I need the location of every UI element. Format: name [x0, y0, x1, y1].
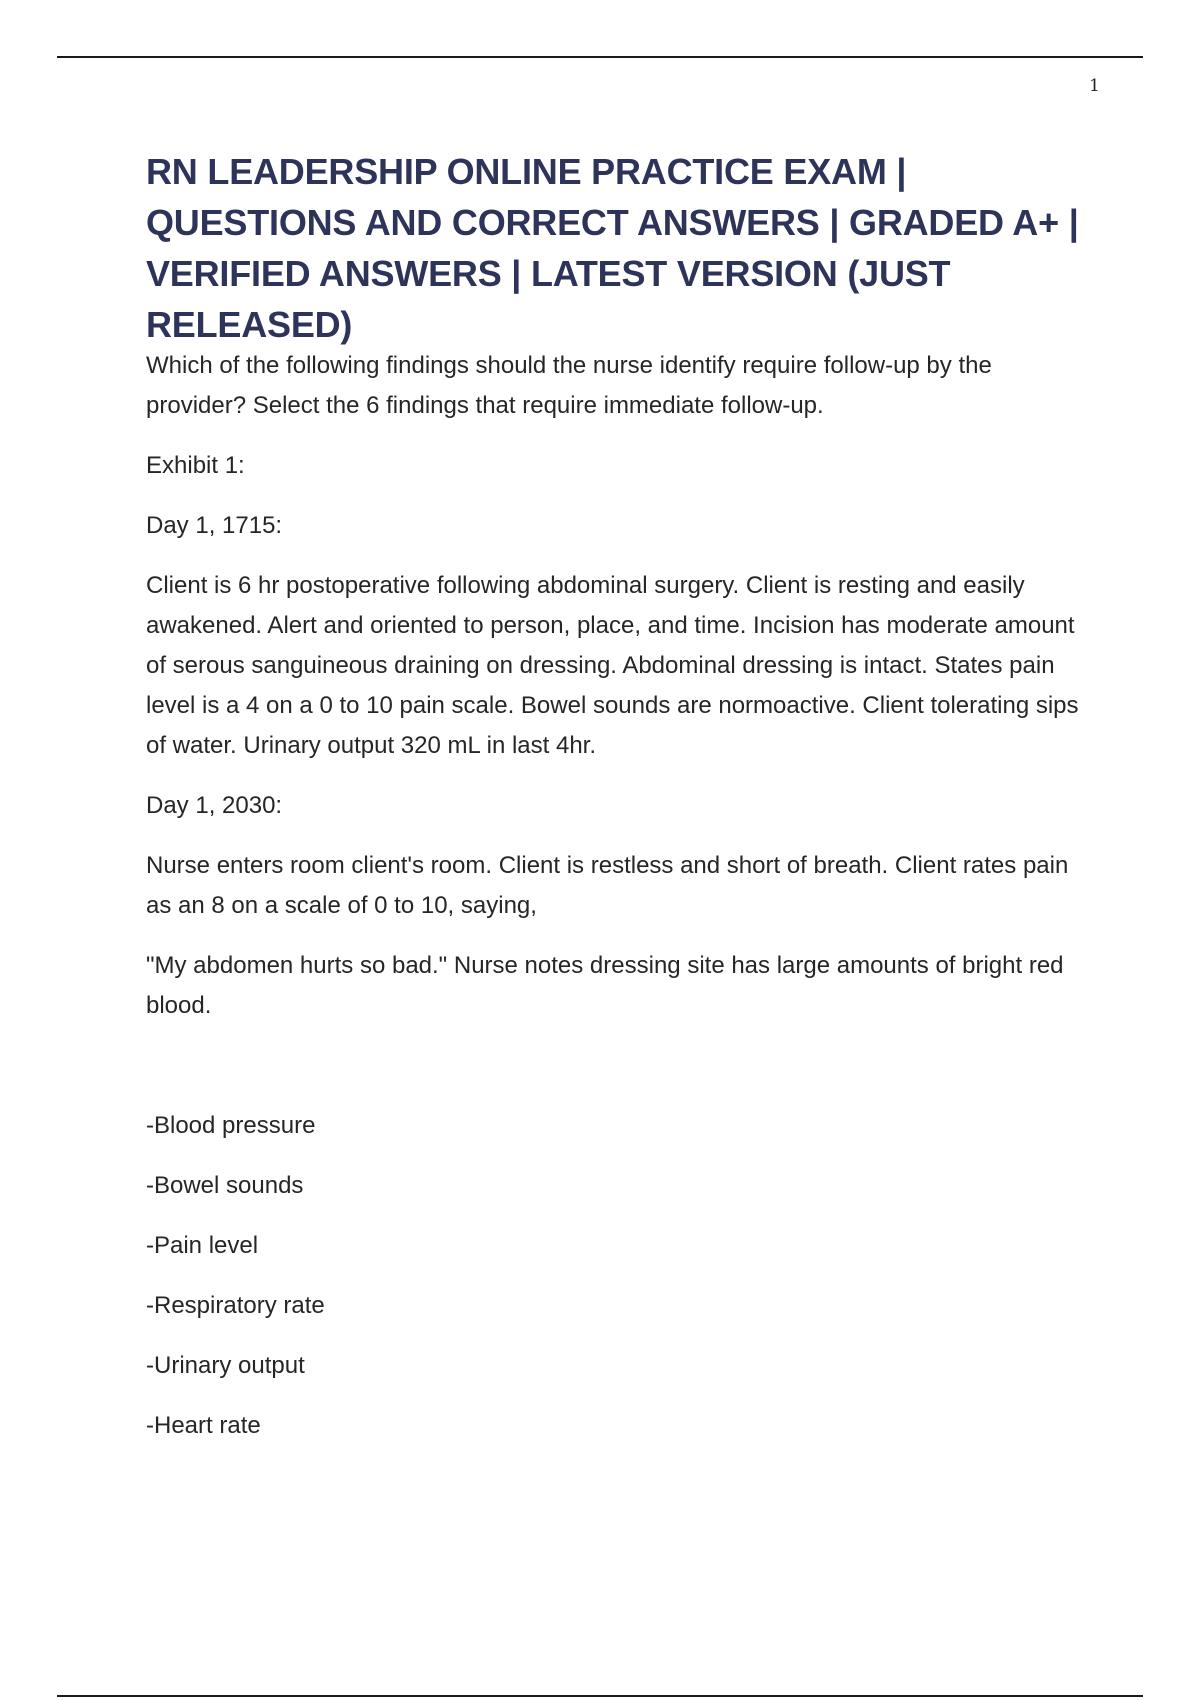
entry2-timestamp: Day 1, 2030:	[146, 792, 283, 819]
finding-option: -Bowel sounds	[146, 1172, 304, 1199]
exhibit-label: Exhibit 1:	[146, 452, 245, 479]
entry1-note: Client is 6 hr postoperative following abdominal surgery. Client is resting and easily awakened. Alert and oriented to person, place, and time. Incision has moderate amount of serous sanguineous draining on dressing. Abdominal dressing is intact. States pain level is a 4 on a 0 to 10 pain scale. Bowel sounds are normoactive. Client tolerating sips of water. Urinary output 320 mL in last 4hr.	[146, 572, 1079, 759]
findings-list	[146, 1106, 1096, 1446]
question-text: Which of the following findings should the nurse identify require follow-up by the provider? Select the 6 findings that require immediate follow-up.	[146, 352, 992, 419]
section-spacer	[146, 1046, 1096, 1106]
finding-option: -Pain level	[146, 1232, 259, 1259]
finding-option: -Respiratory rate	[146, 1292, 325, 1319]
header-rule	[57, 56, 1143, 58]
entry2-note: Nurse enters room client's room. Client is restless and short of breath. Client rates pain as an 8 on a scale of 0 to 10, saying,	[146, 852, 1069, 919]
finding-option: -Heart rate	[146, 1412, 261, 1439]
document-body	[146, 146, 1096, 1466]
finding-option: -Urinary output	[146, 1352, 305, 1379]
page-number: 1	[1089, 76, 1100, 96]
finding-option: -Blood pressure	[146, 1112, 316, 1139]
entry1-timestamp: Day 1, 1715:	[146, 512, 283, 539]
document-title: RN LEADERSHIP ONLINE PRACTICE EXAM | QUESTIONS AND CORRECT ANSWERS | GRADED A+ | VERIFIED ANSWERS | LATEST VERSION (JUST RELEASED)	[146, 151, 1079, 345]
entry2-quote: "My abdomen hurts so bad." Nurse notes dressing site has large amounts of bright red blood.	[146, 952, 1064, 1019]
footer-rule	[57, 1695, 1143, 1697]
